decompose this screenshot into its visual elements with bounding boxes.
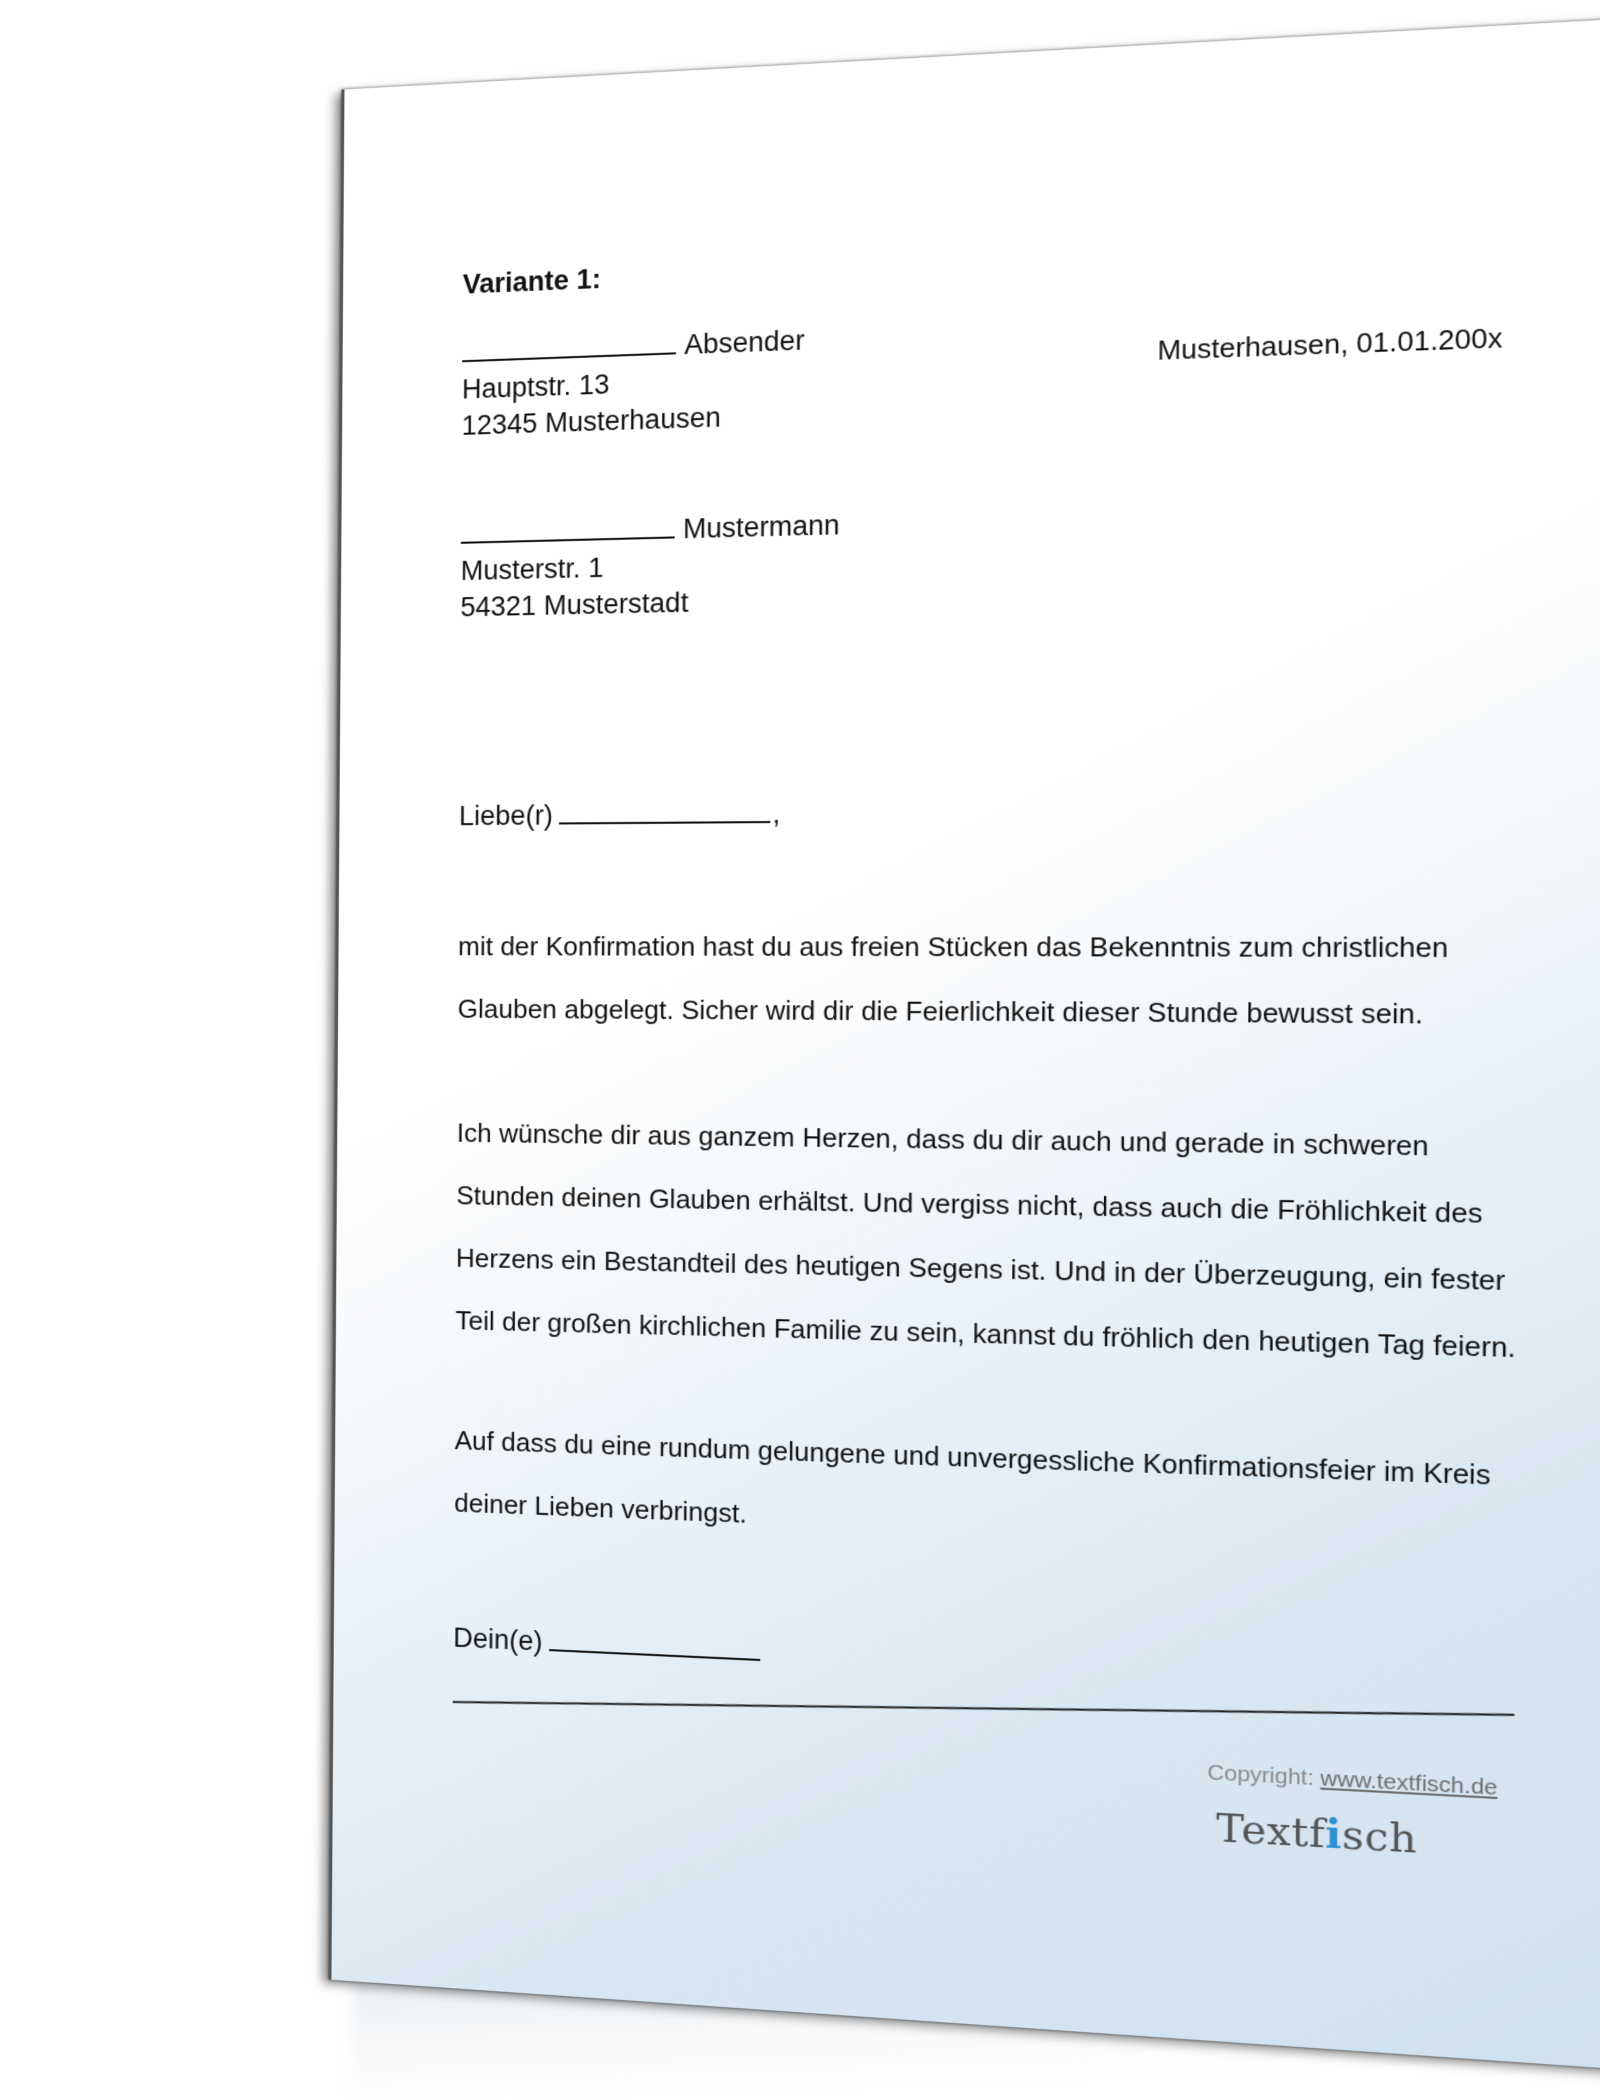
fish-icon: i bbox=[1325, 1809, 1343, 1858]
salutation-suffix: , bbox=[772, 798, 781, 830]
body-paragraph: Auf dass du eine rundum gelungene und unvergessliche Konfirmationsfeier im Kreis deiner Lieben verbringst. bbox=[454, 1424, 1491, 1529]
copyright-notice bbox=[1207, 1760, 1497, 1801]
closing bbox=[453, 1620, 768, 1668]
salutation bbox=[459, 796, 781, 832]
copyright-label: Copyright: bbox=[1207, 1760, 1314, 1791]
date-line: Musterhausen, 01.01.200x bbox=[1157, 321, 1503, 367]
recipient-name-label: Mustermann bbox=[682, 509, 840, 545]
salutation-name-blank bbox=[559, 796, 771, 824]
sender-name-label: Absender bbox=[684, 324, 805, 361]
letter-content bbox=[331, 17, 1600, 2070]
salutation-prefix: Liebe(r) bbox=[458, 800, 554, 832]
recipient-name-blank bbox=[461, 512, 675, 544]
footer-divider bbox=[453, 1701, 1515, 1716]
textfisch-logo bbox=[1216, 1803, 1418, 1862]
signature-blank bbox=[549, 1625, 760, 1661]
sender-city: 12345 Musterhausen bbox=[461, 401, 721, 441]
recipient-address bbox=[460, 506, 840, 625]
body-paragraph: Ich wünsche dir aus ganzem Herzen, dass du dir auch und gerade in schweren Stunden deinen Glauben erhältst. Und vergiss nicht, dass auch die Fröhlichkeit des Herzens ein Bestandteil des heutigen Segens ist. Und in der Überzeugung, ein fester Teil der großen kirchlichen Familie zu sein, kannst du fröhlich den heutigen Tag feiern. bbox=[455, 1117, 1516, 1364]
logo-text-start: Textf bbox=[1215, 1804, 1326, 1858]
letter-page bbox=[328, 17, 1600, 2070]
variant-heading: Variante 1: bbox=[462, 263, 602, 300]
closing-text: Dein(e) bbox=[453, 1622, 543, 1657]
body-paragraph: mit der Konfirmation hast du aus freien Stücken das Bekenntnis zum christlichen Glauben abgelegt. Sicher wird dir die Feierlichkeit dieser Stunde bewusst sein. bbox=[457, 931, 1449, 1030]
sender-name-blank bbox=[462, 328, 676, 363]
copyright-link[interactable]: www.textfisch.de bbox=[1320, 1766, 1498, 1801]
sender-address bbox=[462, 322, 805, 444]
sender-street: Hauptstr. 13 bbox=[461, 369, 610, 405]
logo-text-end: sch bbox=[1341, 1811, 1418, 1863]
recipient-street: Musterstr. 1 bbox=[460, 552, 604, 587]
recipient-city: 54321 Musterstadt bbox=[460, 587, 689, 623]
